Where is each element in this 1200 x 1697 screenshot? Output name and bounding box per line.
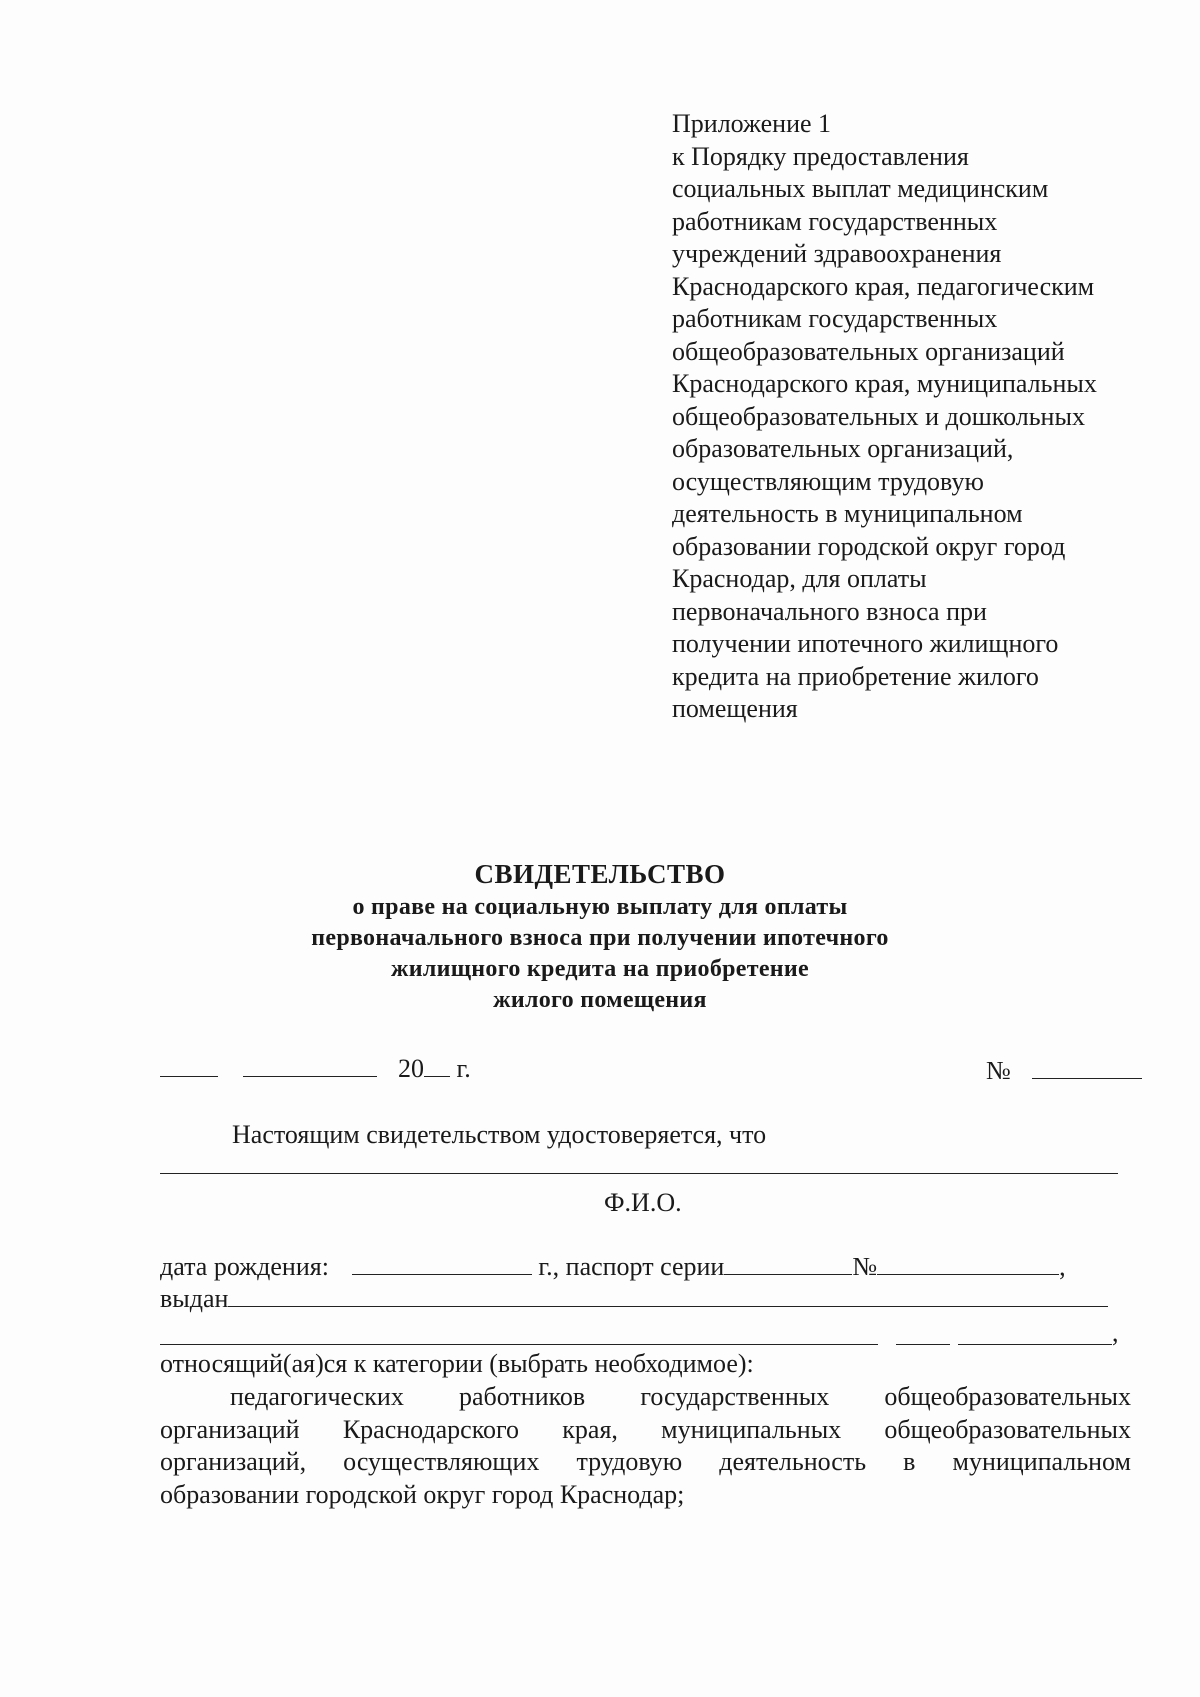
certificate-title	[250, 856, 950, 1016]
issued-by-field[interactable]	[228, 1284, 1108, 1307]
year-prefix: 20	[398, 1054, 424, 1083]
appendix-line: работникам государственных	[672, 206, 998, 236]
fio-field[interactable]	[160, 1173, 1118, 1174]
certificate-number-field[interactable]	[1032, 1056, 1142, 1079]
birth-row-comma: ,	[1059, 1252, 1066, 1281]
appendix-line: Краснодарского края, муниципальных	[672, 369, 1097, 398]
issued-row	[160, 1284, 1108, 1314]
category-heading: относящий(ая)ся к категории (выбрать необходимое):	[160, 1349, 754, 1378]
appendix-line: получении ипотечного жилищного	[672, 629, 1059, 658]
appendix-line: учреждений здравоохранения	[672, 239, 1002, 268]
passport-series-field[interactable]	[724, 1252, 852, 1275]
issued-by-field-continued[interactable]	[160, 1344, 878, 1345]
birth-date-field[interactable]	[352, 1252, 532, 1275]
appendix-line: работникам государственных	[672, 304, 998, 333]
passport-number-field[interactable]	[877, 1252, 1059, 1275]
appendix-line: Приложение 1	[672, 109, 832, 138]
appendix-line: общеобразовательных и дошкольных	[672, 401, 1085, 431]
title-main: СВИДЕТЕЛЬСТВО	[474, 859, 726, 889]
appendix-line: Краснодар, для оплаты	[672, 564, 927, 593]
appendix-line: социальных выплат медицинским	[672, 174, 1049, 203]
fio-label: Ф.И.О.	[604, 1188, 682, 1217]
passport-number-sign: №	[852, 1252, 878, 1281]
appendix-line: деятельность в муниципальном	[672, 499, 1023, 528]
appendix-line: помещения	[672, 694, 798, 723]
issued-day-field[interactable]	[896, 1344, 950, 1345]
paragraph-line: педагогических работников государственных общеобразовательных	[230, 1382, 1131, 1411]
subtitle-line: жилого помещения	[493, 987, 707, 1013]
year-suffix: г.	[450, 1054, 471, 1083]
day-blank-field[interactable]	[160, 1054, 218, 1077]
paragraph-line: организаций, осуществляющих трудовую деятельность в муниципальном	[160, 1447, 1131, 1476]
certificate-number-row	[986, 1056, 1142, 1086]
title-subtitle	[250, 892, 950, 1016]
category-option-teachers	[160, 1381, 1131, 1511]
passport-series-label: г., паспорт серии	[531, 1252, 725, 1281]
appendix-header	[672, 108, 1142, 726]
year-blank-field[interactable]	[424, 1054, 450, 1077]
appendix-line: осуществляющим трудовую	[672, 466, 984, 496]
birth-date-label: дата рождения:	[160, 1252, 329, 1281]
appendix-line: общеобразовательных организаций	[672, 336, 1065, 366]
appendix-line: образовании городской округ город	[672, 531, 1066, 561]
appendix-line: Краснодарского края, педагогическим	[672, 271, 1095, 301]
subtitle-line: первоначального взноса при получении ипотечного	[311, 925, 889, 951]
appendix-line: образовательных организаций,	[672, 434, 1014, 463]
month-blank-field[interactable]	[243, 1054, 377, 1077]
date-row	[160, 1054, 471, 1084]
issued-comma: ,	[1112, 1318, 1119, 1347]
issued-label: выдан	[160, 1284, 229, 1313]
paragraph-line: образовании городской округ город Краснодар;	[160, 1479, 685, 1509]
paragraph-line: организаций Краснодарского края, муниципальных общеобразовательных	[160, 1414, 1131, 1444]
appendix-line: первоначального взноса при	[672, 596, 987, 626]
certify-text: Настоящим свидетельством удостоверяется, что	[232, 1120, 767, 1149]
subtitle-line: о праве на социальную выплату для оплаты	[352, 894, 848, 920]
appendix-line: к Порядку предоставления	[672, 141, 969, 171]
number-sign: №	[986, 1056, 1011, 1085]
birth-passport-row	[160, 1252, 1066, 1282]
appendix-line: кредита на приобретение жилого	[672, 661, 1039, 691]
subtitle-line: жилищного кредита на приобретение	[391, 956, 809, 982]
issued-date-field[interactable]	[958, 1344, 1112, 1345]
